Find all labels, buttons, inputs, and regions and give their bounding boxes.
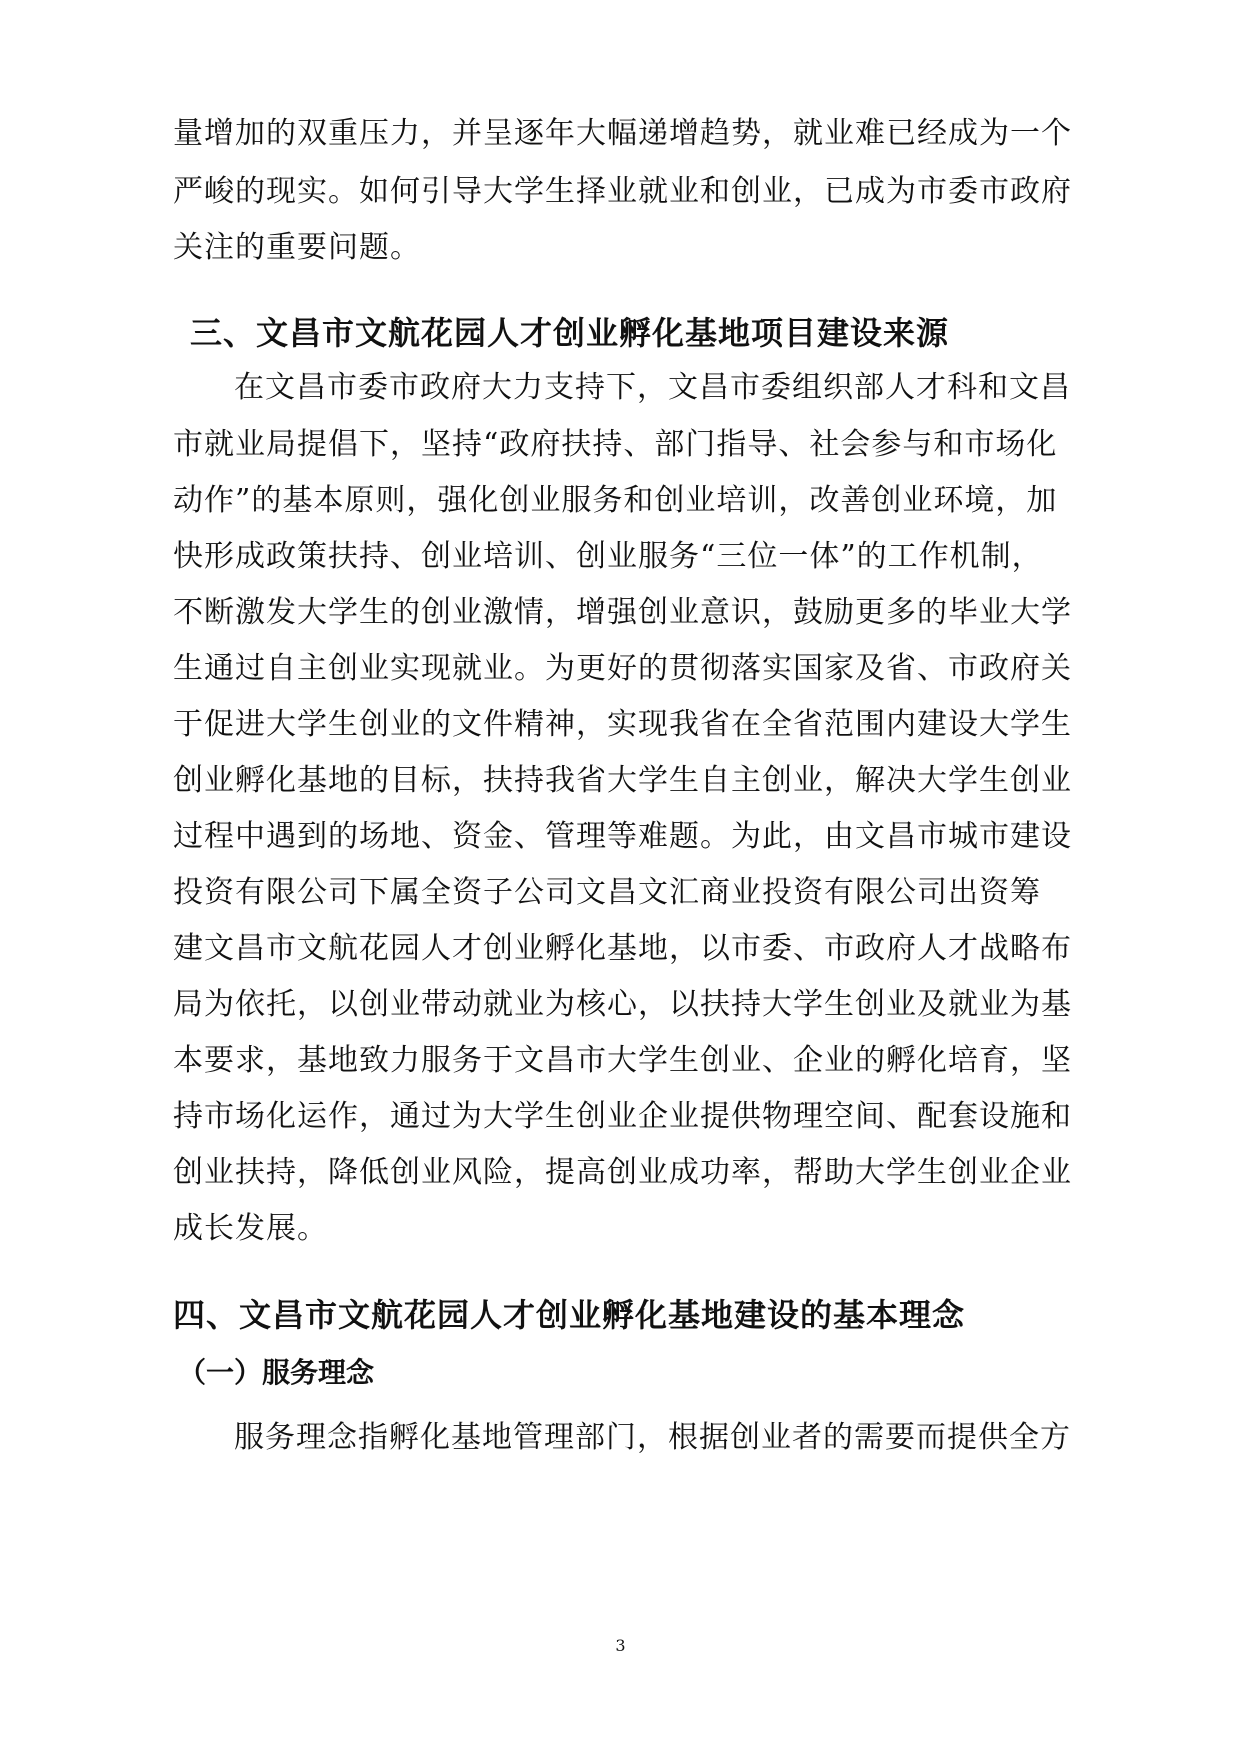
section-3-line-9: 过程中遇到的场地、资金、管理等难题。为此，由文昌市城市建设: [173, 819, 1072, 854]
section-4-subheading: （一）服务理念: [178, 1356, 375, 1389]
intro-line-1: 量增加的双重压力，并呈逐年大幅递增趋势，就业难已经成为一个: [173, 116, 1072, 151]
section-3-line-16: 成长发展。: [173, 1211, 328, 1246]
section-3-line-8: 创业孵化基地的目标，扶持我省大学生自主创业，解决大学生创业: [173, 763, 1072, 798]
section-3-line-5: 不断激发大学生的创业激情，增强创业意识，鼓励更多的毕业大学: [173, 595, 1072, 630]
section-3-line-10: 投资有限公司下属全资子公司文昌文汇商业投资有限公司出资筹: [173, 875, 1041, 910]
section-3-line-14: 持市场化运作，通过为大学生创业企业提供物理空间、配套设施和: [173, 1099, 1072, 1134]
section-3-line-7: 于促进大学生创业的文件精神，实现我省在全省范围内建设大学生: [173, 707, 1072, 742]
intro-line-3: 关注的重要问题。: [173, 230, 421, 265]
section-3-line-13: 本要求，基地致力服务于文昌市大学生创业、企业的孵化培育，坚: [173, 1043, 1072, 1078]
section-3-line-15: 创业扶持，降低创业风险，提高创业成功率，帮助大学生创业企业: [173, 1155, 1072, 1190]
section-3-line-11: 建文昌市文航花园人才创业孵化基地，以市委、市政府人才战略布: [173, 931, 1072, 966]
section-3-heading: 三、文昌市文航花园人才创业孵化基地项目建设来源: [190, 314, 950, 352]
intro-line-2: 严峻的现实。如何引导大学生择业就业和创业，已成为市委市政府: [173, 174, 1072, 209]
section-3-line-2: 市就业局提倡下，坚持“政府扶持、部门指导、社会参与和市场化: [173, 427, 1058, 462]
section-4-heading: 四、文昌市文航花园人才创业孵化基地建设的基本理念: [173, 1296, 966, 1334]
page-number: 3: [615, 1636, 626, 1655]
section-3-line-6: 生通过自主创业实现就业。为更好的贯彻落实国家及省、市政府关: [173, 651, 1072, 686]
section-3-line-3: 动作”的基本原则，强化创业服务和创业培训，改善创业环境，加: [173, 483, 1058, 518]
section-3-line-1: 在文昌市委市政府大力支持下，文昌市委组织部人才科和文昌: [234, 370, 1071, 405]
section-4-line-1: 服务理念指孵化基地管理部门，根据创业者的需要而提供全方: [234, 1420, 1071, 1455]
section-3-line-12: 局为依托，以创业带动就业为核心，以扶持大学生创业及就业为基: [173, 987, 1072, 1022]
section-3-line-4: 快形成政策扶持、创业培训、创业服务“三位一体”的工作机制，: [173, 539, 1043, 574]
